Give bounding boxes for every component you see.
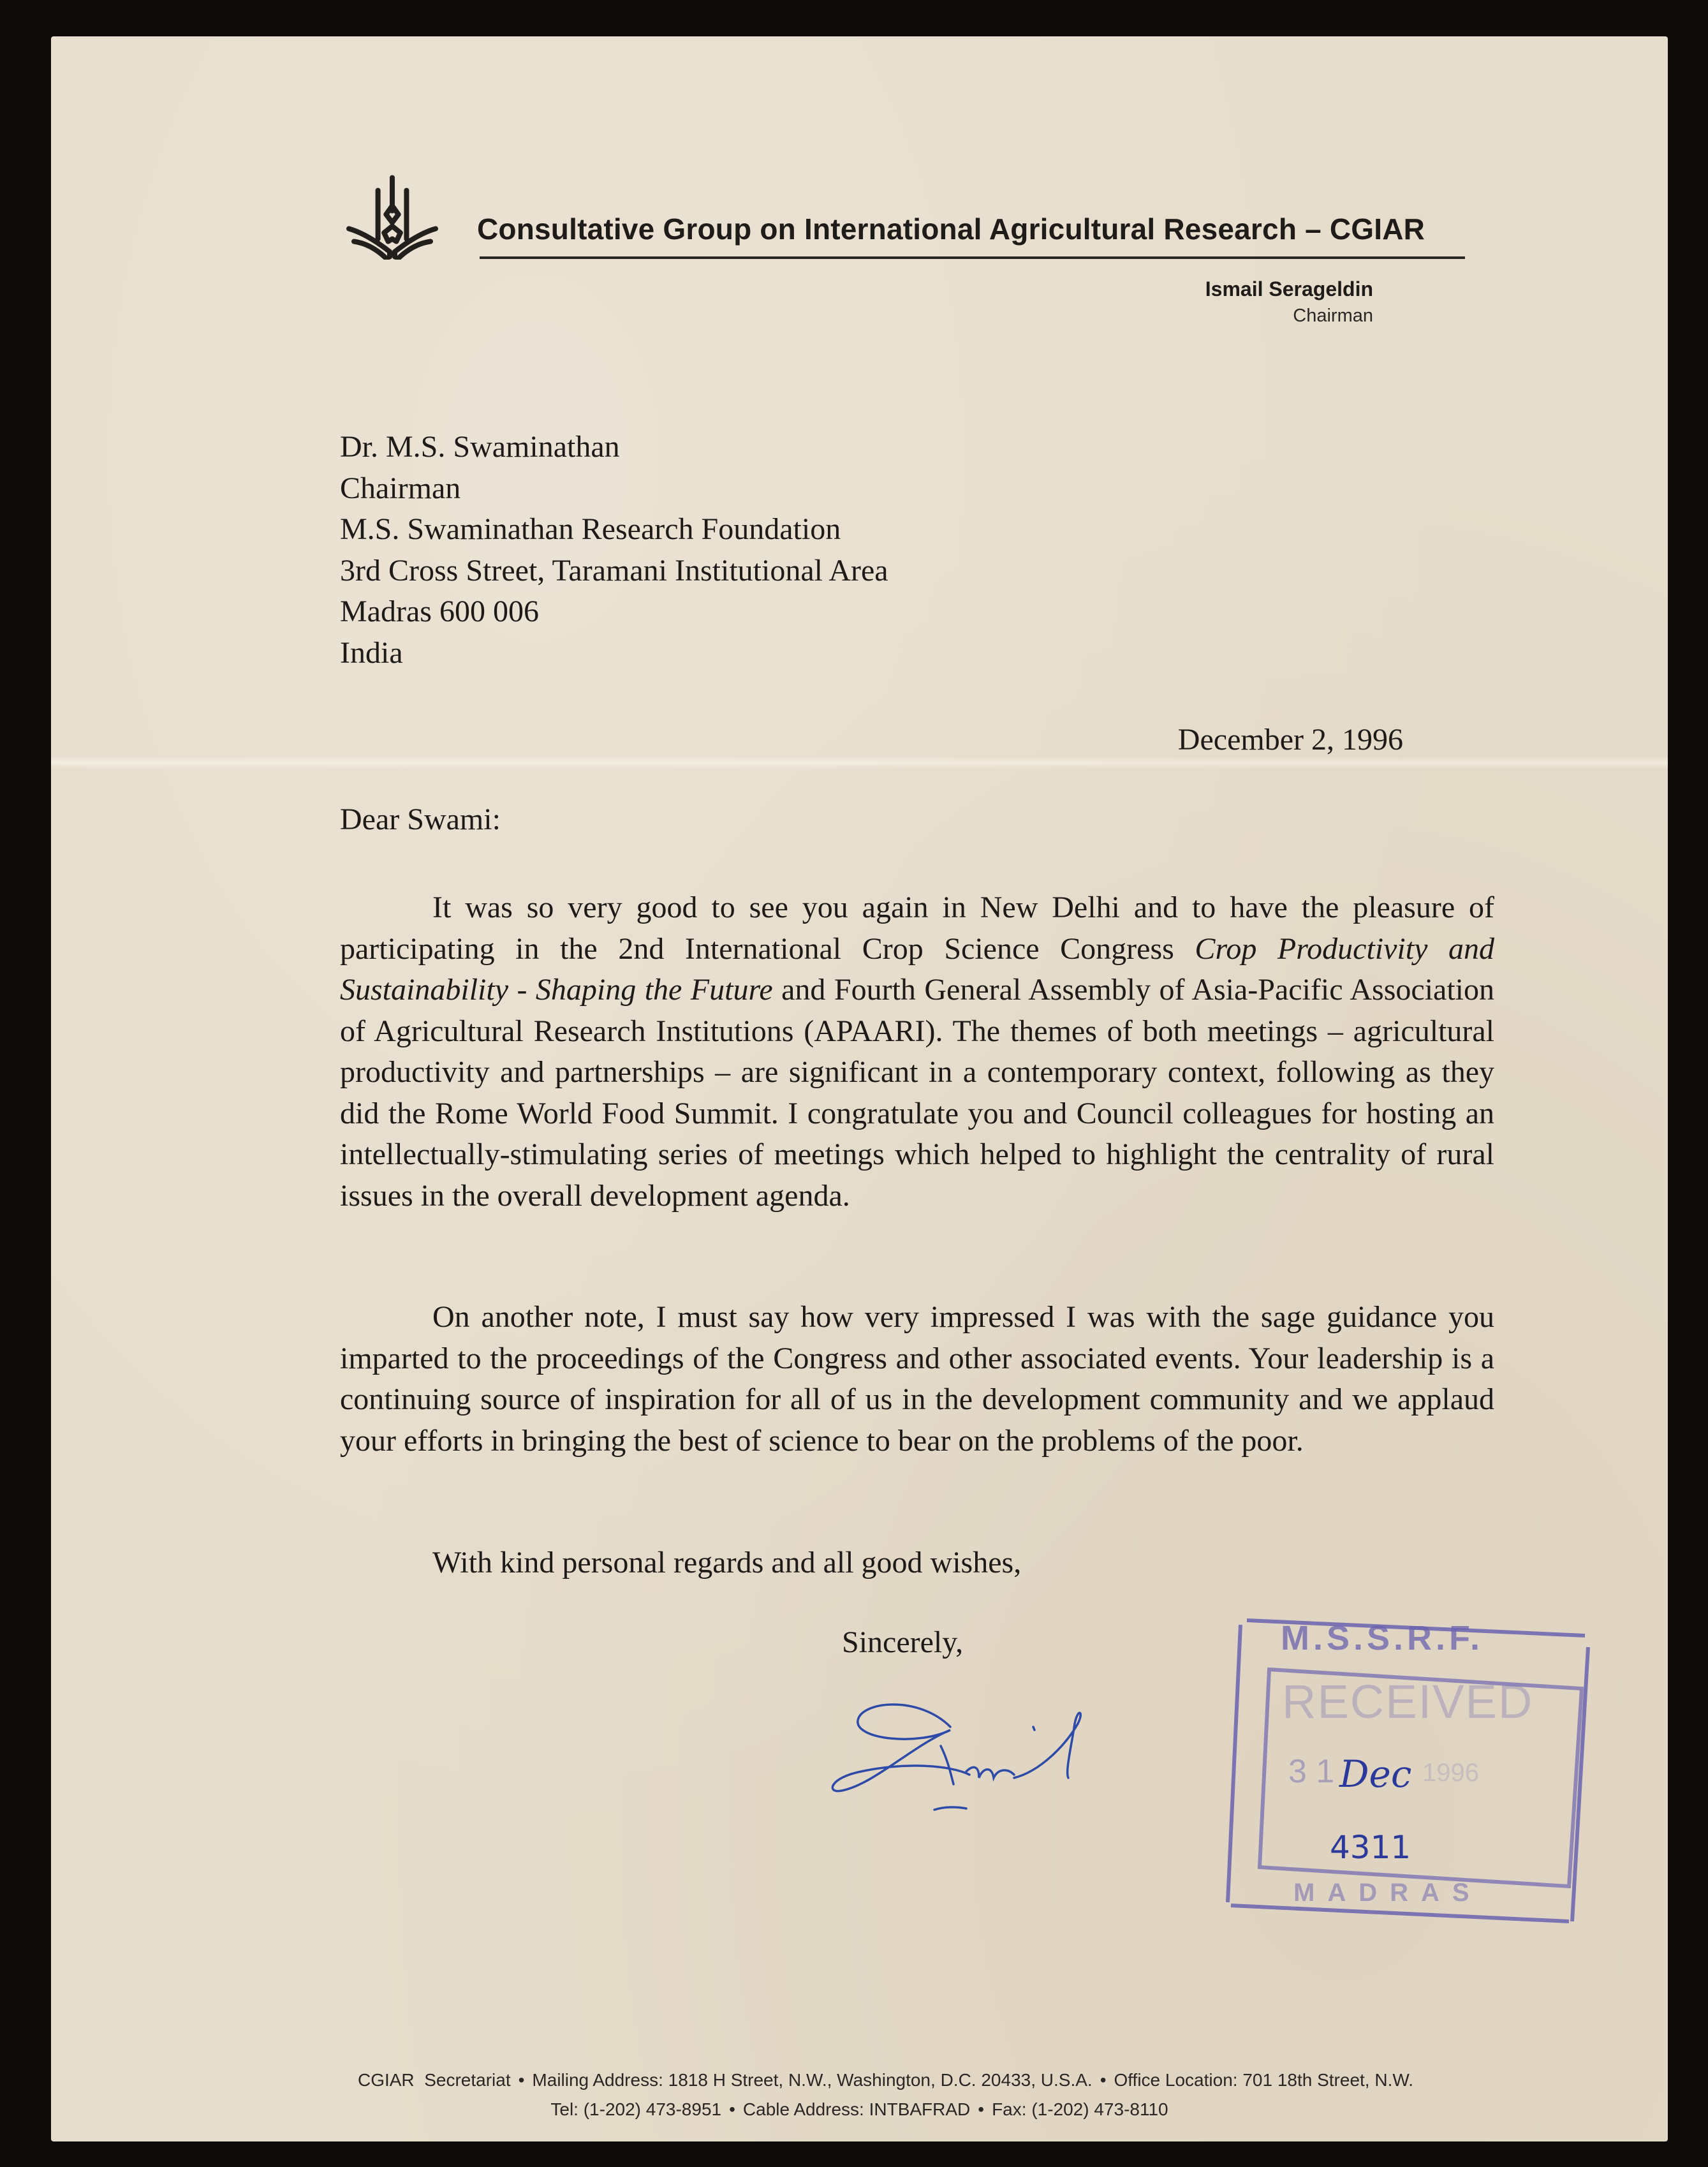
sender-name: Ismail Serageldin	[1205, 277, 1373, 300]
stamp-received-label: RECEIVED	[1282, 1675, 1534, 1728]
stamp-day: 3 1	[1288, 1753, 1335, 1790]
recipient-title: Chairman	[340, 471, 461, 505]
recipient-name: Dr. M.S. Swaminathan	[340, 430, 620, 464]
body-paragraph-2: On another note, I must say how very impressed I was with the sage guidance you imparted to the proceedings of the Congress and other associated events. Your leadership is a continuing source of inspiration for all of us in the development community and we applaud your efforts in bringing the best of science to bear on the problems of the poor.	[340, 1300, 1494, 1458]
congress-title-dash: -	[508, 973, 536, 1007]
congress-title-italic: Crop Productivity and Sustainability	[340, 931, 1494, 1007]
footer-telephone: Tel: (1-202) 473-8951	[550, 2099, 722, 2119]
letter-page	[51, 36, 1668, 2141]
sign-off: Sincerely,	[842, 1625, 964, 1659]
bullet-separator: •	[978, 2099, 985, 2119]
recipient-street: 3rd Cross Street, Taramani Institutional Area	[340, 553, 888, 588]
bullet-separator: •	[729, 2099, 735, 2119]
bullet-separator: •	[1100, 2070, 1107, 2090]
salutation: Dear Swami:	[340, 802, 501, 836]
footer-address-line-2	[51, 2099, 1668, 2120]
closing-line: With kind personal regards and all good wishes,	[432, 1546, 1022, 1579]
stamp-number-handwritten: 4311	[1330, 1829, 1411, 1866]
footer-address-line-1	[51, 2070, 1668, 2090]
paragraph-1-text-b: and Fourth General Assembly of Asia-Pacific Association of Agricultural Research Institutions (APAARI). The themes of both meetings – agricultural productivity and partnerships – are significant in a contemporary context, following as they did the Rome World Food Summit. I congratulate you and Council colleagues for hosting an intellectually-stimulating series of meetings which helped to highlight the centrality of rural issues in the overall development agenda.	[340, 973, 1495, 1213]
recipient-address	[340, 427, 888, 674]
stamp-city: MADRAS	[1293, 1879, 1482, 1907]
recipient-organization: M.S. Swaminathan Research Foundation	[340, 512, 841, 546]
stamp-month-handwritten: Dec	[1339, 1752, 1412, 1796]
footer-secretariat: CGIAR Secretariat	[357, 2070, 511, 2090]
footer-cable-address: Cable Address: INTBAFRAD	[742, 2099, 971, 2119]
recipient-country: India	[340, 635, 403, 670]
congress-subtitle-italic: Shaping the Future	[535, 973, 773, 1007]
stamp-org: M.S.S.R.F.	[1281, 1619, 1484, 1657]
sender-title: Chairman	[1293, 306, 1373, 326]
stamp-year-faded: 1996	[1422, 1759, 1479, 1787]
footer-fax: Fax: (1-202) 473-8110	[992, 2099, 1168, 2119]
cgiar-wheat-logo-icon	[341, 167, 443, 260]
letterhead-rule	[480, 256, 1465, 259]
body-paragraph-1	[340, 887, 1494, 1217]
footer-mailing-address: Mailing Address: 1818 H Street, N.W., Washington, D.C. 20433, U.S.A.	[532, 2070, 1093, 2090]
paragraph-1-text-a: It was so very good to see you again in New Delhi and to have the pleasure of participating in the 2nd International Crop Science Congress	[340, 891, 1494, 966]
footer-office-location: Office Location: 701 18th Street, N.W.	[1114, 2070, 1414, 2090]
organization-name: Consultative Group on International Agricultural Research – CGIAR	[477, 212, 1425, 246]
handwritten-signature-icon	[823, 1689, 1135, 1816]
recipient-city: Madras 600 006	[340, 595, 539, 628]
letter-date: December 2, 1996	[1177, 723, 1403, 757]
bullet-separator: •	[518, 2070, 525, 2090]
